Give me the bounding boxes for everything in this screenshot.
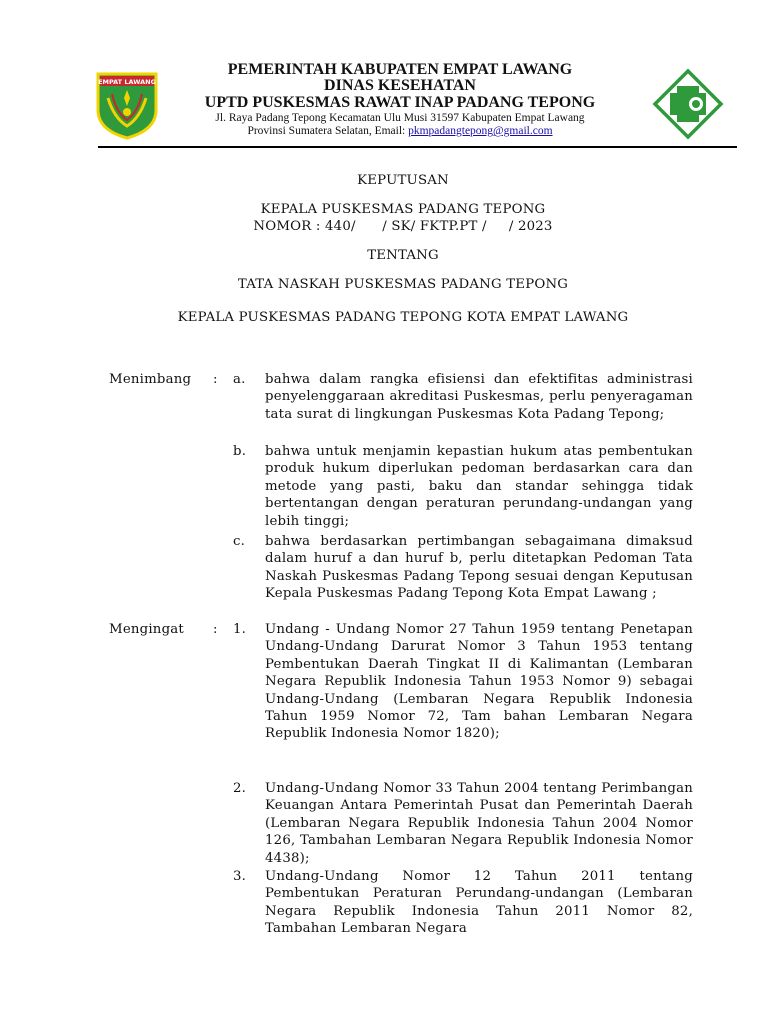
letterhead-text <box>150 62 650 138</box>
doc-number: NOMOR : 440/ / SK/ FKTP.PT / / 2023 <box>253 219 553 234</box>
doc-subject: TATA NASKAH PUSKESMAS PADANG TEPONG <box>237 277 569 292</box>
doc-official: KEPALA PUSKESMAS PADANG TEPONG KOTA EMPAT LAWANG <box>177 310 629 325</box>
remembering-item-2-num: 2. <box>233 781 247 796</box>
considering-item-b: bahwa untuk menjamin kepastian hukum atas pembentukan produk hukum diperlukan pedoman berdasarkan cara dan metode yang pasti, baku dan standar sehingga tidak bertentangan dengan peraturan perundang-undangan yang lebih tinggi; <box>265 444 693 529</box>
remembering-label: Mengingat <box>109 622 184 637</box>
letterhead <box>0 58 768 153</box>
considering-item-a-num: a. <box>233 372 246 387</box>
letterhead-divider <box>98 146 737 148</box>
considering-item-c-num: c. <box>233 534 246 549</box>
remembering-colon: : <box>213 622 218 637</box>
svg-text:EMPAT LAWANG: EMPAT LAWANG <box>98 78 156 86</box>
doc-title: KEPUTUSAN <box>357 173 449 188</box>
considering-item-b-num: b. <box>233 444 247 459</box>
letterhead-address: Jl. Raya Padang Tepong Kecamatan Ulu Musi 31597 Kabupaten Empat Lawang <box>215 112 585 124</box>
letterhead-government: PEMERINTAH KABUPATEN EMPAT LAWANG <box>227 61 573 78</box>
puskesmas-logo-icon <box>652 68 724 140</box>
considering-item-c: bahwa berdasarkan pertimbangan sebagaimana dimaksud dalam huruf a dan huruf b, perlu ditetapkan Pedoman Tata Naskah Puskesmas Padang Tepong sesuai dengan Keputusan Kepala Puskesmas Padang Tepong Kota Empat Lawang ; <box>265 534 693 602</box>
considering-item-a: bahwa dalam rangka efisiensi dan efektifitas administrasi penyelenggaraan akreditasi Puskesmas, perlu penyeragaman tata surat di lingkungan Puskesmas Kota Padang Tepong; <box>265 372 693 422</box>
letterhead-institution: UPTD PUSKESMAS RAWAT INAP PADANG TEPONG <box>204 94 596 111</box>
letterhead-province: Provinsi Sumatera Selatan, Email: <box>247 125 409 137</box>
doc-issuer: KEPALA PUSKESMAS PADANG TEPONG <box>260 202 546 217</box>
considering-colon: : <box>213 372 218 387</box>
letterhead-department: DINAS KESEHATAN <box>324 77 476 94</box>
doc-about-label: TENTANG <box>367 248 439 263</box>
remembering-item-2: Undang-Undang Nomor 33 Tahun 2004 tentang Perimbangan Keuangan Antara Pemerintah Pusat dan Pemerintah Daerah (Lembaran Negara Republik Indonesia Tahun 2004 Nomor 126, Tambahan Lembaran Negara Republik Indonesia Nomor 4438); <box>265 781 693 866</box>
letterhead-province-email <box>150 125 650 138</box>
remembering-item-3: Undang-Undang Nomor 12 Tahun 2011 tentang Pembentukan Peraturan Perundang-undangan (Lembaran Negara Republik Indonesia Tahun 2011 Nomor 82, Tambahan Lembaran Negara <box>265 869 693 937</box>
considering-label: Menimbang <box>109 372 192 387</box>
remembering-item-3-num: 3. <box>233 869 247 884</box>
remembering-item-1: Undang - Undang Nomor 27 Tahun 1959 tentang Penetapan Undang-Undang Darurat Nomor 3 Tahun 1953 tentang Pembentukan Daerah Tingkat II di Kalimantan (Lembaran Negara Republik Indonesia Tahun 1953 Nomor 9) sebagai Undang-Undang (Lembaran Negara Republik Indonesia Tahun 1959 Nomor 72, Tam bahan Lembaran Negara Republik Indonesia Nomor 1820); <box>265 622 693 742</box>
remembering-item-1-num: 1. <box>233 622 247 637</box>
email-link[interactable]: pkmpadangtepong@gmail.com <box>408 125 553 137</box>
